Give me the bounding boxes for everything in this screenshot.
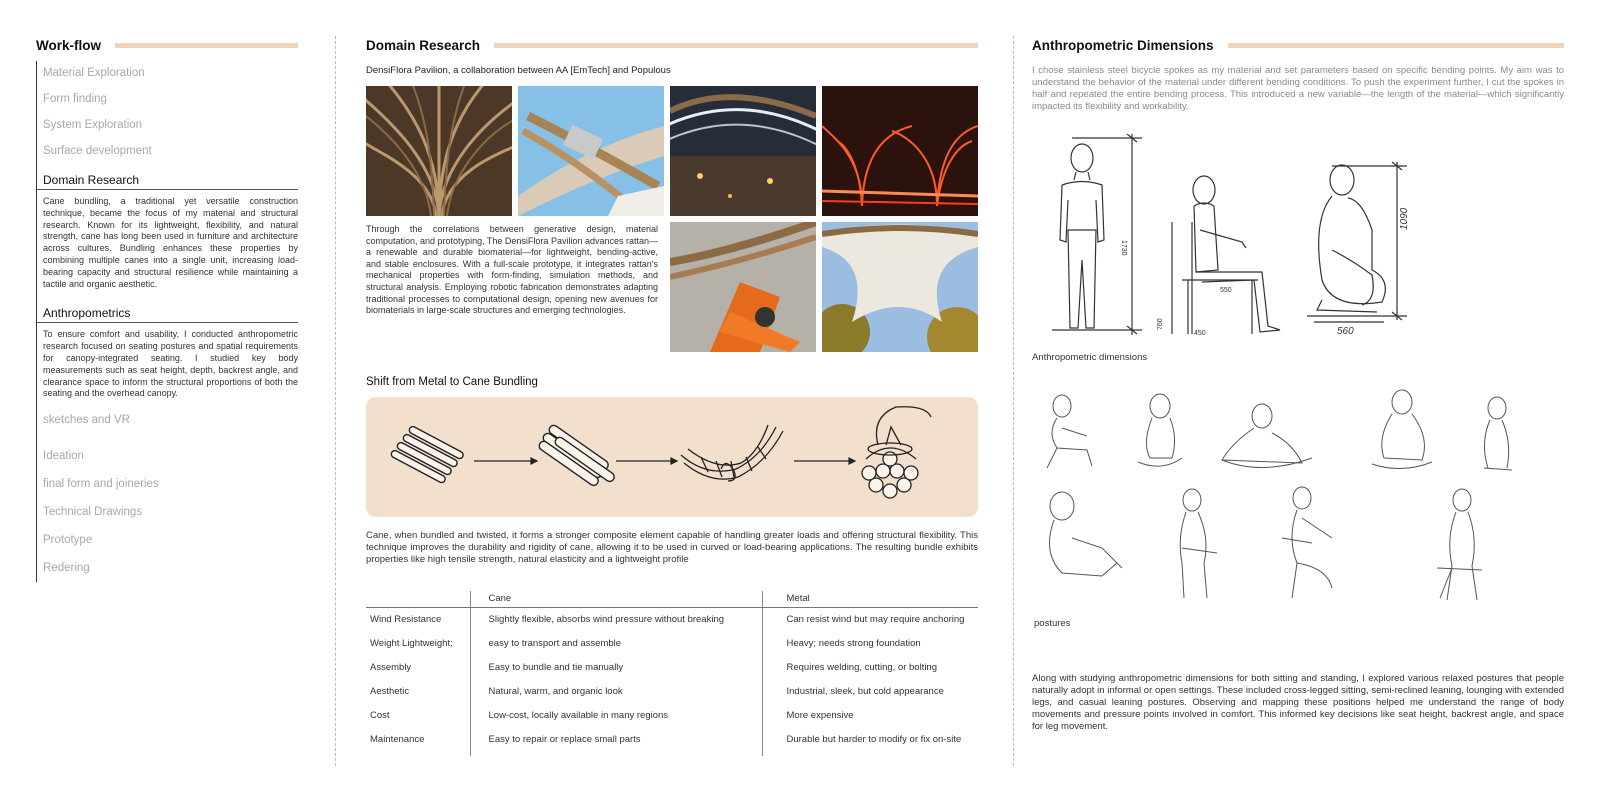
table-header-cane: Cane — [470, 591, 762, 608]
workflow-item[interactable]: System Exploration — [43, 119, 143, 131]
workflow-anthro-text: To ensure comfort and usability, I conducted anthropometric research focused on seating postures and spatial requirements for canopy-integrated seating. I studied key body measurements such as seat height, depth, backrest angle, and clearance space to inform the structural proportions of both the seating and the overhead canopy. — [43, 329, 298, 399]
anthropometric-column — [1032, 38, 1564, 798]
table-cell: easy to transport and assemble — [470, 632, 762, 656]
table-cell: Maintenance — [370, 733, 425, 745]
anthro-bottom-text: Along with studying anthropometric dimensions for both sitting and standing, I explored various relaxed postures that people naturally adopt in informal or open settings. These included cross-legged sitting, semi-reclined leaning, lounging with extended legs, and casual leaning postures. Observing and mapping these positions helped me understand the range of body movements and pressure points involved in comfort. This informed key decisions like seat height, backrest angle, and space for leg movement. — [1032, 673, 1564, 732]
workflow-item[interactable]: sketches and VR — [43, 414, 130, 427]
pavilion-photo-rattan-columns — [366, 86, 512, 216]
table-cell: Easy to bundle and tie manually — [470, 656, 762, 680]
table-cell: Natural, warm, and organic look — [470, 680, 762, 704]
pavilion-photo-red-lights — [822, 86, 978, 216]
standing-figure-drawing — [1052, 134, 1142, 335]
pavilion-photo-night-street — [670, 86, 816, 216]
posture-sketch-4 — [1372, 390, 1432, 469]
workflow-item[interactable]: Form finding — [43, 93, 107, 105]
pavilion-photo-robot-fabrication — [670, 222, 816, 352]
table-cell: Can resist wind but may require anchoring — [762, 608, 978, 632]
dim-label-seat-depth: 550 — [1220, 287, 1232, 294]
domain-research-column — [366, 38, 978, 756]
workflow-item[interactable]: Surface development — [43, 145, 152, 157]
table-cell: More expensive — [762, 704, 978, 728]
posture-sketch-5 — [1484, 397, 1512, 470]
column-divider-left — [335, 36, 336, 766]
anthro-title: Anthropometric Dimensions — [1032, 38, 1214, 53]
posture-sketch-3 — [1222, 404, 1312, 468]
postures-caption: postures — [1034, 618, 1071, 629]
dim-label-total: 760 — [1157, 318, 1164, 330]
workflow-header — [36, 38, 298, 53]
posture-sketch-7 — [1180, 489, 1217, 598]
table-cell: Cost — [370, 710, 390, 721]
workflow-list — [36, 61, 298, 582]
title-rule — [115, 43, 298, 48]
table-row — [366, 656, 978, 680]
dim-label-squat-width: 560 — [1337, 326, 1354, 337]
table-row — [366, 680, 978, 704]
workflow-item[interactable]: final form and joineries — [43, 478, 159, 491]
table-cell: Requires welding, cutting, or bolting — [762, 656, 978, 680]
photo-grid — [366, 86, 978, 356]
domain-title: Domain Research — [366, 38, 481, 53]
workflow-item[interactable]: Technical Drawings — [43, 506, 143, 519]
dim-label-stand-height: 1730 — [1120, 240, 1127, 256]
dim-label-seat-height: 450 — [1194, 330, 1206, 337]
posture-sketch-1 — [1047, 395, 1092, 468]
workflow-item[interactable]: Ideation — [43, 450, 84, 463]
title-rule — [494, 43, 978, 48]
workflow-title: Work-flow — [36, 38, 101, 53]
table-cell: Assembly — [370, 662, 412, 673]
table-row — [366, 704, 978, 728]
tied-bundle-icon — [862, 407, 931, 498]
pavilion-photo-joint-detail — [518, 86, 664, 216]
loose-canes-icon — [390, 425, 464, 483]
table-cell: Industrial, sleek, but cold appearance — [762, 680, 978, 704]
posture-sketch-2 — [1138, 394, 1182, 466]
table-cell: Weight Lightweight; — [370, 638, 453, 649]
workflow-column — [36, 38, 298, 582]
cane-bundling-diagram — [366, 397, 978, 517]
table-cell: Low-cost, locally available in many regions — [470, 704, 762, 728]
pavilion-photo-canopy — [822, 222, 978, 352]
grouped-canes-icon — [537, 424, 616, 488]
pavilion-description: Through the correlations between generative design, material computation, and prototyping, The DensiFlora Pavilion advances rattan—a renewable and durable biomaterial—for lightweight, bending-active, and stable enclosures. With a full-scale prototype, it integrates rattan's mechanical properties with form-finding, simulation methods, and structural analysis. Employing robotic fabrication demonstrates adapting traditional processes to computational design, opening new avenues for biomaterials in large-scale structures and emerging technologies. — [366, 224, 658, 316]
table-cell: Aesthetic — [370, 686, 410, 697]
title-rule — [1228, 43, 1564, 48]
table-cell: Slightly flexible, absorbs wind pressure without breaking — [470, 608, 762, 632]
workflow-item[interactable]: Prototype — [43, 534, 93, 547]
table-header-metal: Metal — [762, 591, 978, 608]
table-row — [366, 632, 978, 656]
anthro-intro: I chose stainless steel bicycle spokes as my material and set parameters based on specific bending points. My aim was to understand the behavior of the material under different bending conditions. To push the experiment further, I cut the spokes in half and repeated the entire bending process. This introduced a new variable—the length of the material—which significantly impacted its flexibility and workability. — [1032, 65, 1564, 112]
shift-title: Shift from Metal to Cane Bundling — [366, 376, 538, 388]
anthropometric-drawings — [1032, 130, 1452, 352]
table-cell: Wind Resistance — [370, 614, 442, 626]
domain-header — [366, 38, 978, 53]
table-cell: Durable but harder to modify or fix on-site — [762, 728, 978, 756]
dims-caption: Anthropometric dimensions — [1032, 352, 1148, 363]
workflow-section-domain-title[interactable]: Domain Research — [37, 165, 298, 190]
table-cell: Easy to repair or replace small parts — [470, 728, 762, 756]
column-divider-right — [1013, 36, 1014, 766]
workflow-section-anthro-title[interactable]: Anthropometrics — [37, 298, 298, 323]
anthro-header — [1032, 38, 1564, 53]
sitting-figure-drawing — [1172, 176, 1280, 334]
domain-subtitle: DensiFlora Pavilion, a collaboration between AA [EmTech] and Populous — [366, 65, 671, 76]
table-row — [366, 608, 978, 632]
dim-label-squat-height: 1090 — [1399, 207, 1410, 230]
table-row — [366, 728, 978, 756]
comparison-table — [366, 591, 978, 756]
table-header-cell — [366, 591, 470, 608]
posture-sketches — [1032, 388, 1564, 618]
workflow-item[interactable]: Redering — [43, 562, 90, 575]
cane-description: Cane, when bundled and twisted, it forms a stronger composite element capable of handling greater loads and offering structural flexibility. This technique improves the durability and rigidity of cane, allowing it to be used in curved or load-bearing applications. The resulting bundle exhibits properties like high tensile strength, natural elasticity and a lightweight profile — [366, 530, 978, 565]
twisted-bundle-icon — [681, 425, 783, 481]
posture-sketch-9 — [1437, 489, 1482, 600]
posture-sketch-6 — [1050, 492, 1123, 576]
table-cell: Heavy; needs strong foundation — [762, 632, 978, 656]
workflow-item[interactable]: Material Exploration — [43, 67, 145, 79]
workflow-domain-text: Cane bundling, a traditional yet versatile construction technique, became the focus of my material and structural research. Known for its lightweight, flexibility, and natural strength, cane has long been used in furniture and architecture across cultures. Bundling enhances these properties by combining multiple canes into a single unit, increasing load-bearing capacity and structural resilience while maintaining a tactile and organic aesthetic. — [43, 196, 298, 289]
squatting-figure-drawing — [1307, 162, 1407, 322]
table-header-row — [366, 591, 978, 608]
posture-sketch-8 — [1282, 487, 1332, 598]
